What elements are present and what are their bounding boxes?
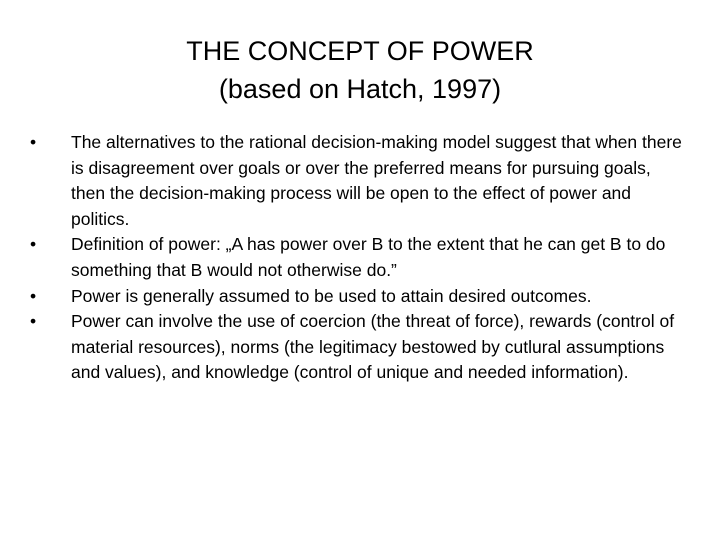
- bullet-marker: •: [30, 311, 37, 332]
- bullet-item: [30, 130, 682, 232]
- bullet-marker: •: [30, 285, 37, 306]
- slide-title: [40, 32, 680, 108]
- bullet-marker: •: [30, 132, 37, 152]
- bullet-marker: •: [30, 234, 37, 255]
- bullet-item: [30, 284, 682, 310]
- bullet-item: [30, 232, 682, 283]
- bullet-text: Power can involve the use of coercion (the threat of force), rewards (control of material resources), norms (the legitimacy bestowed by cutlural assumptions and values), and knowledge (control of unique and needed information).: [71, 311, 675, 383]
- title-line-subtitle: (based on Hatch, 1997): [218, 74, 502, 104]
- bullet-text: Power is generally assumed to be used to attain desired outcomes.: [71, 285, 592, 306]
- bullet-list: [30, 130, 682, 386]
- bullet-text: The alternatives to the rational decision-making model suggest that when there is disagreement over goals or over the preferred means for pursuing goals, then the decision-making process will be open to the effect of power and politics.: [71, 132, 682, 229]
- bullet-text: Definition of power: „A has power over B to the extent that he can get B to do something that B would not otherwise do.”: [71, 234, 666, 280]
- bullet-item: [30, 309, 682, 386]
- title-line-main: THE CONCEPT OF POWER: [186, 36, 534, 66]
